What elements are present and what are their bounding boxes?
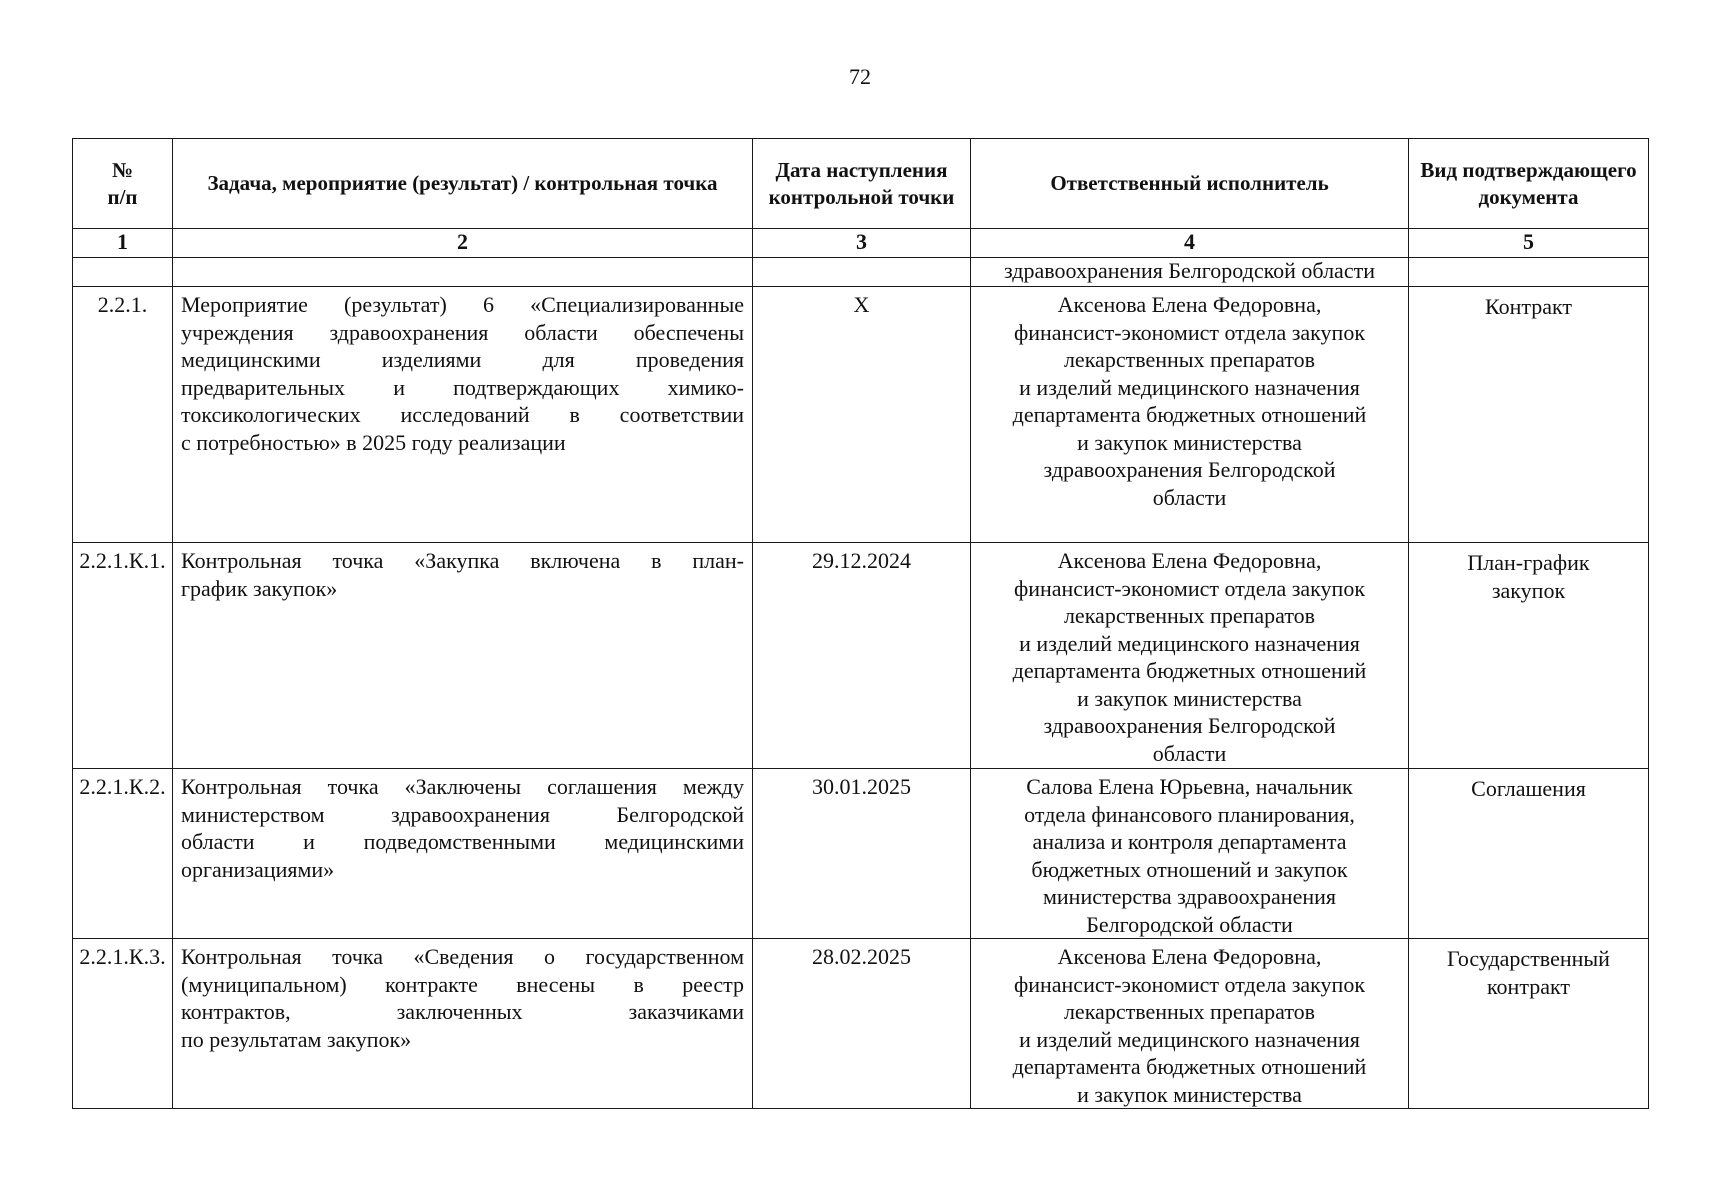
task-line: по результатам закупок» bbox=[181, 1026, 412, 1052]
continuation-row bbox=[73, 258, 1649, 287]
task-line: организациями» bbox=[181, 856, 335, 882]
header-responsible: Ответственный исполнитель bbox=[971, 139, 1409, 229]
responsible-line: финансист-экономист отдела закупок bbox=[1013, 971, 1366, 997]
empty-cell bbox=[753, 258, 971, 287]
row-date: 30.01.2025 bbox=[753, 769, 971, 939]
task-line: Контрольная точка «Сведения о государственном bbox=[181, 944, 744, 969]
responsible-line: здравоохранения Белгородской bbox=[1043, 457, 1336, 482]
table-header-row bbox=[73, 139, 1649, 229]
table-row bbox=[73, 939, 1649, 1109]
responsible-line: финансист-экономист отдела закупок bbox=[1013, 319, 1366, 345]
responsible-line: анализа и контроля департамента bbox=[1032, 829, 1347, 854]
responsible-line: отдела финансового планирования, bbox=[1024, 801, 1355, 827]
doc-line: Контракт bbox=[1484, 294, 1572, 319]
column-number: 1 bbox=[73, 229, 173, 258]
responsible-line: Аксенова Елена Федоровна, bbox=[1057, 292, 1322, 317]
task-line: с потребностью» в 2025 году реализации bbox=[181, 429, 566, 455]
task-line: Мероприятие (результат) 6 «Специализированные bbox=[181, 292, 744, 317]
row-doc bbox=[1409, 939, 1649, 1109]
doc-line: закупок bbox=[1491, 577, 1566, 603]
responsible-line: области bbox=[1152, 740, 1227, 766]
task-line: Контрольная точка «Закупка включена в план- bbox=[181, 548, 744, 573]
responsible-line: области bbox=[1152, 484, 1227, 510]
column-number-row bbox=[73, 229, 1649, 258]
responsible-line: и изделий медицинского назначения bbox=[1019, 1026, 1360, 1052]
task-line: области и подведомственными медицинскими bbox=[181, 829, 744, 854]
responsible-line: Аксенова Елена Федоровна, bbox=[1057, 548, 1322, 573]
doc-line: Государственный bbox=[1447, 946, 1610, 971]
empty-cell bbox=[73, 258, 173, 287]
task-line: Контрольная точка «Заключены соглашения между bbox=[181, 774, 744, 799]
responsible-line: бюджетных отношений и закупок bbox=[1031, 856, 1348, 882]
responsible-line: лекарственных препаратов bbox=[1063, 999, 1316, 1024]
doc-line: Соглашения bbox=[1471, 776, 1586, 801]
responsible-line: департамента бюджетных отношений bbox=[1012, 658, 1367, 683]
column-number: 4 bbox=[971, 229, 1409, 258]
responsible-line: министерства здравоохранения bbox=[1042, 884, 1337, 909]
row-task bbox=[173, 287, 753, 543]
header-task: Задача, мероприятие (результат) / контрольная точка bbox=[173, 139, 753, 229]
empty-cell bbox=[173, 258, 753, 287]
responsible-line: здравоохранения Белгородской bbox=[1043, 713, 1336, 738]
responsible-line: и изделий медицинского назначения bbox=[1019, 630, 1360, 656]
header-doc: Вид подтверждающего документа bbox=[1409, 139, 1649, 229]
table-row bbox=[73, 769, 1649, 939]
task-line: токсикологических исследований в соответствии bbox=[181, 402, 744, 427]
responsible-line: Аксенова Елена Федоровна, bbox=[1057, 944, 1322, 969]
responsible-line: и закупок министерства bbox=[1077, 685, 1302, 711]
responsible-line: Белгородской области bbox=[1086, 911, 1293, 937]
page-number: 72 bbox=[849, 64, 871, 89]
responsible-line: и закупок министерства bbox=[1077, 429, 1302, 455]
row-number: 2.2.1.К.1. bbox=[73, 543, 173, 769]
empty-cell bbox=[1409, 258, 1649, 287]
continuation-responsible: здравоохранения Белгородской области bbox=[971, 258, 1409, 287]
responsible-line: и закупок министерства bbox=[1077, 1081, 1302, 1107]
row-number: 2.2.1.К.3. bbox=[73, 939, 173, 1109]
row-number: 2.2.1.К.2. bbox=[73, 769, 173, 939]
responsible-line: финансист-экономист отдела закупок bbox=[1013, 575, 1366, 601]
table-row bbox=[73, 287, 1649, 543]
doc-line: контракт bbox=[1486, 973, 1570, 999]
column-number: 2 bbox=[173, 229, 753, 258]
responsible-line: Салова Елена Юрьевна, начальник bbox=[1026, 774, 1353, 799]
row-date: Х bbox=[753, 287, 971, 543]
column-number: 3 bbox=[753, 229, 971, 258]
table-row bbox=[73, 543, 1649, 769]
responsible-line: лекарственных препаратов bbox=[1063, 603, 1316, 628]
responsible-line: департамента бюджетных отношений bbox=[1012, 402, 1367, 427]
responsible-line: и изделий медицинского назначения bbox=[1019, 374, 1360, 400]
header-num: № п/п bbox=[73, 139, 173, 229]
task-line: учреждения здравоохранения области обеспечены bbox=[181, 319, 744, 345]
responsible-line: департамента бюджетных отношений bbox=[1012, 1054, 1367, 1079]
row-responsible bbox=[971, 939, 1409, 1109]
plan-table bbox=[72, 138, 1649, 1109]
responsible-line: лекарственных препаратов bbox=[1063, 347, 1316, 372]
row-doc bbox=[1409, 769, 1649, 939]
row-responsible bbox=[971, 769, 1409, 939]
row-task bbox=[173, 939, 753, 1109]
task-line: (муниципальном) контракте внесены в реестр bbox=[181, 971, 744, 997]
row-responsible bbox=[971, 543, 1409, 769]
row-doc bbox=[1409, 287, 1649, 543]
row-task bbox=[173, 769, 753, 939]
task-line: контрактов, заключенных заказчиками bbox=[181, 999, 744, 1024]
row-task bbox=[173, 543, 753, 769]
doc-line: План-график bbox=[1467, 550, 1590, 575]
row-number: 2.2.1. bbox=[73, 287, 173, 543]
column-number: 5 bbox=[1409, 229, 1649, 258]
task-line: график закупок» bbox=[181, 575, 338, 601]
row-doc bbox=[1409, 543, 1649, 769]
task-line: предварительных и подтверждающих химико- bbox=[181, 374, 744, 400]
row-responsible bbox=[971, 287, 1409, 543]
row-date: 29.12.2024 bbox=[753, 543, 971, 769]
header-date: Дата наступления контрольной точки bbox=[753, 139, 971, 229]
row-date: 28.02.2025 bbox=[753, 939, 971, 1109]
task-line: медицинскими изделиями для проведения bbox=[181, 347, 744, 372]
task-line: министерством здравоохранения Белгородской bbox=[181, 801, 744, 827]
